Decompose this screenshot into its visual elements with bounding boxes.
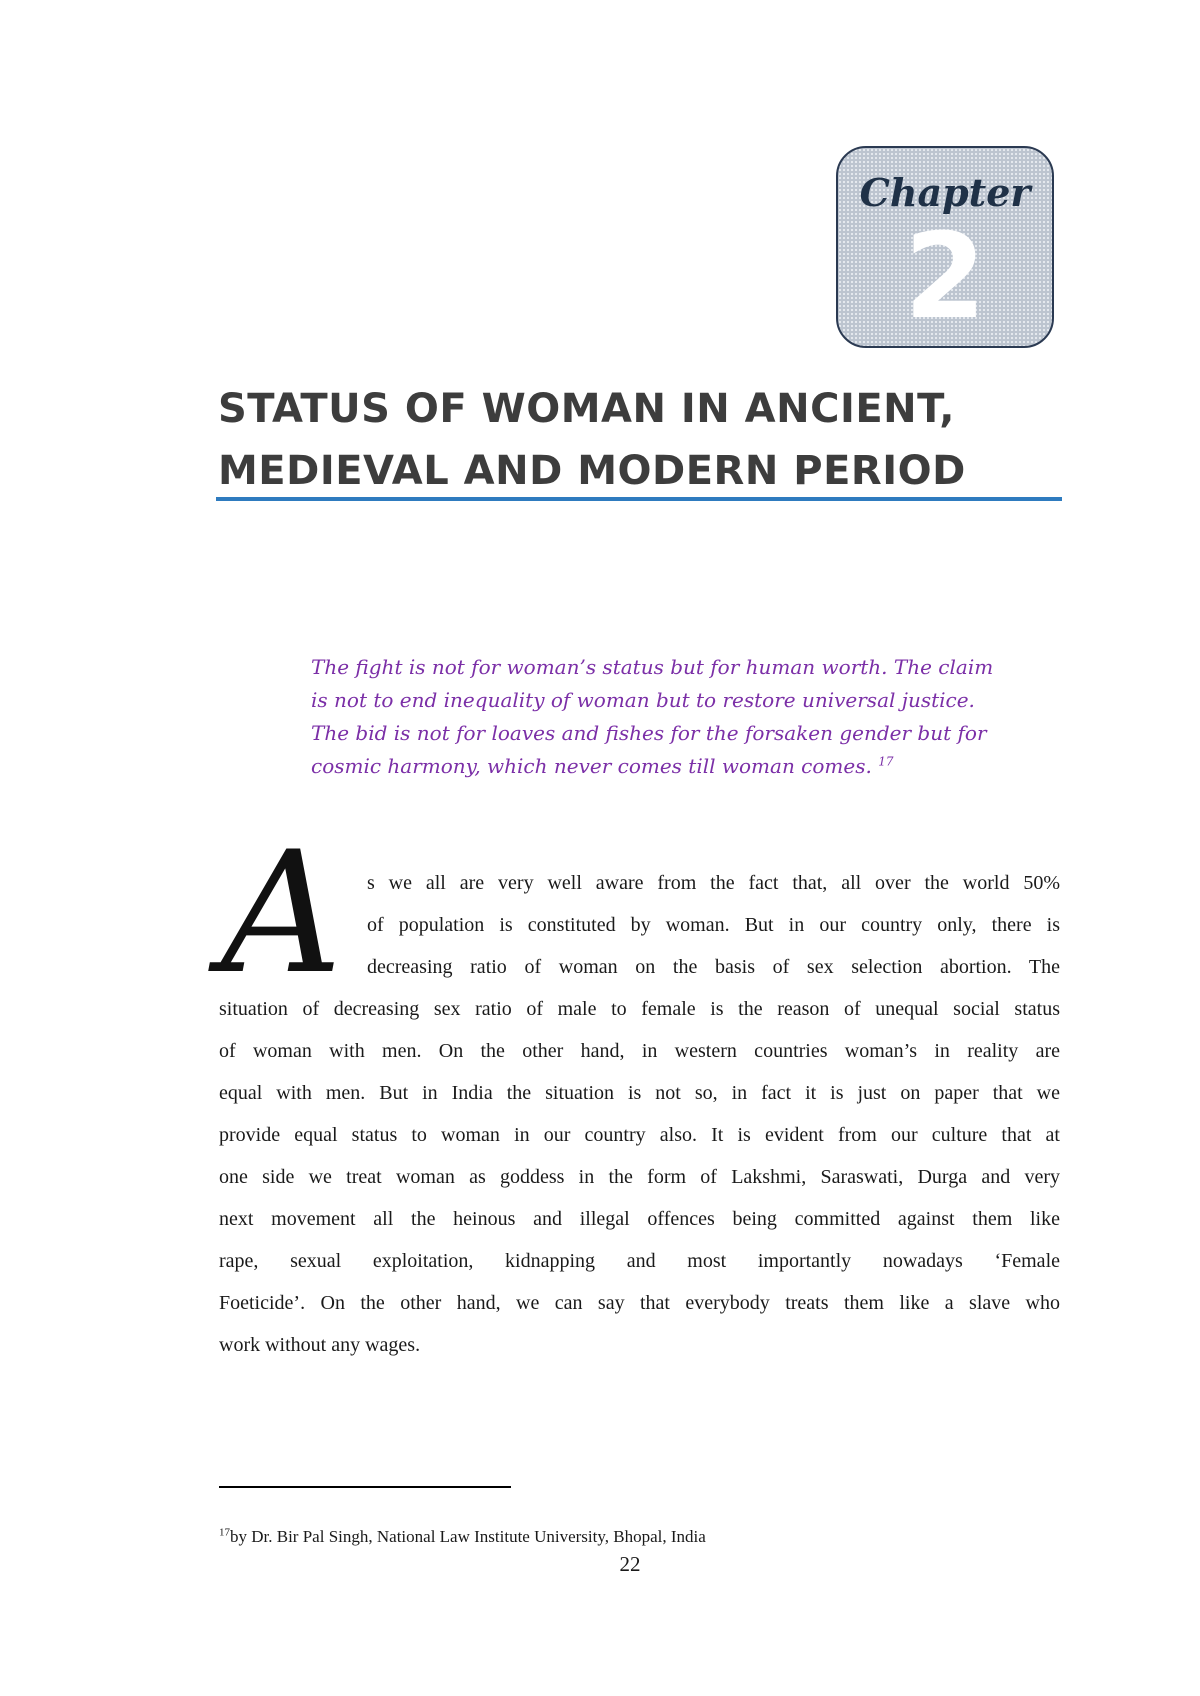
epigraph-last-line: [311, 750, 967, 783]
body-line: of population is constituted by woman. But in our country only, there is: [367, 914, 1060, 936]
body-line: next movement all the heinous and illegal offences being committed against them like: [219, 1208, 1060, 1230]
body-line: equal with men. But in India the situation is not so, in fact it is just on paper that we: [219, 1082, 1060, 1104]
body-line: situation of decreasing sex ratio of male to female is the reason of unequal social status: [219, 998, 1060, 1020]
body-line: provide equal status to woman in our country also. It is evident from our culture that at: [219, 1124, 1060, 1146]
chapter-title-line-1: STATUS OF WOMAN IN ANCIENT,: [218, 386, 955, 432]
chapter-title: [218, 378, 1068, 502]
title-underline: [216, 497, 1062, 501]
epigraph-line: The bid is not for loaves and fishes for the forsaken gender but for: [311, 721, 987, 745]
body-line: Foeticide’. On the other hand, we can say that everybody treats them like a slave who: [219, 1292, 1060, 1314]
epigraph-quote: [311, 651, 994, 783]
chapter-label: Chapter: [859, 170, 1031, 215]
body-line: s we all are very well aware from the fact that, all over the world 50%: [367, 872, 1060, 894]
body-paragraph: [219, 862, 1060, 1366]
body-line: work without any wages.: [219, 1334, 421, 1356]
epigraph-line: is not to end inequality of woman but to restore universal justice.: [311, 688, 975, 712]
footnote: [219, 1527, 919, 1547]
epigraph-line: cosmic harmony, which never comes till woman comes.: [311, 754, 872, 778]
body-line: decreasing ratio of woman on the basis of sex selection abortion. The: [367, 956, 1060, 978]
drop-cap: A: [221, 815, 343, 1011]
page-number: 22: [619, 1552, 641, 1576]
chapter-number: 2: [903, 207, 987, 345]
chapter-badge: [836, 146, 1054, 348]
epigraph-line: The fight is not for woman’s status but for human worth. The claim: [311, 655, 994, 679]
footnote-reference[interactable]: 17: [878, 754, 894, 769]
body-line: of woman with men. On the other hand, in western countries woman’s in reality are: [219, 1040, 1060, 1062]
footnote-number: 17: [219, 1526, 230, 1539]
body-line: one side we treat woman as goddess in the form of Lakshmi, Saraswati, Durga and very: [219, 1166, 1060, 1188]
footnote-separator: [219, 1486, 511, 1488]
chapter-title-line-2: MEDIEVAL AND MODERN PERIOD: [218, 448, 966, 494]
body-line: rape, sexual exploitation, kidnapping and most importantly nowadays ‘Female: [219, 1250, 1060, 1272]
footnote-text: by Dr. Bir Pal Singh, National Law Institute University, Bhopal, India: [230, 1527, 706, 1546]
